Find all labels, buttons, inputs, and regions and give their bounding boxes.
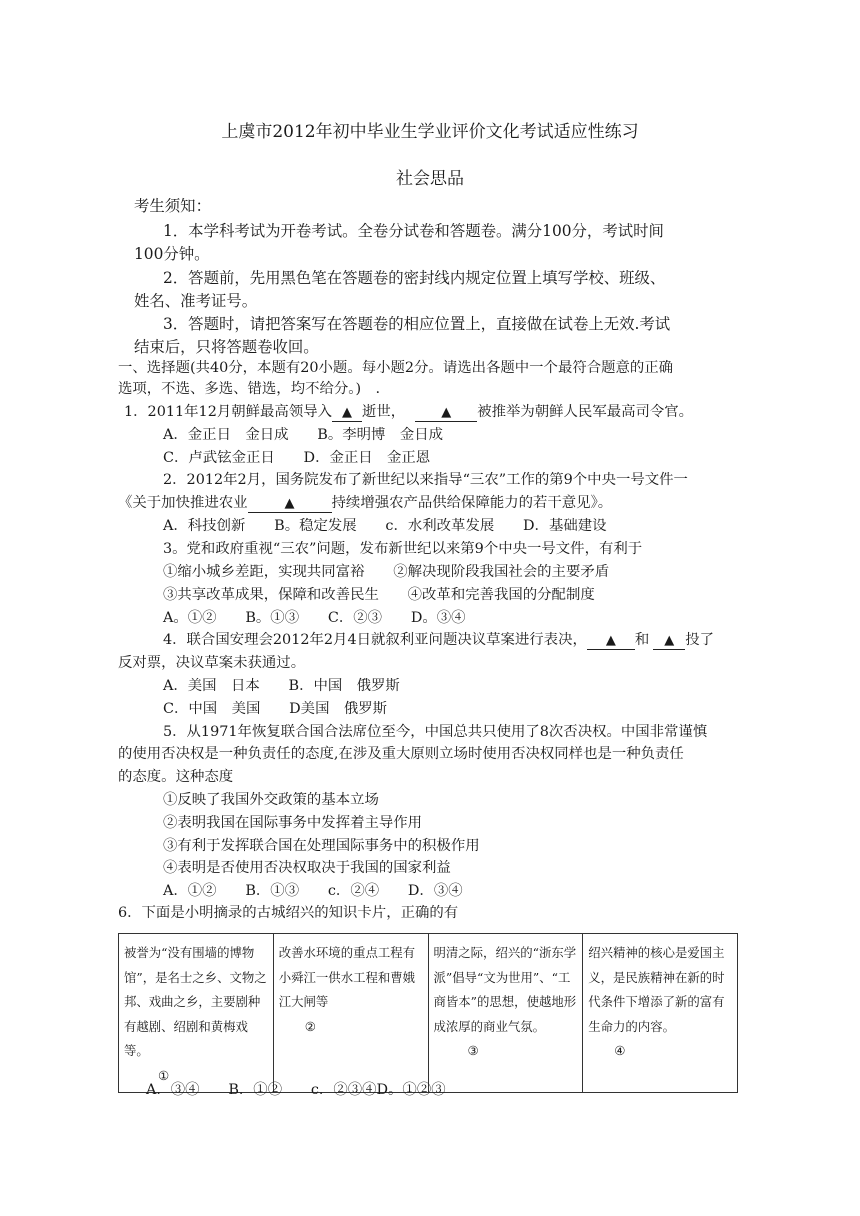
question-5-options: A．①② B．①③ c．②④ D．③④ (163, 883, 463, 899)
answer-blank: ▲ (587, 632, 635, 650)
notice-line: 姓名、准考证号。 (134, 292, 258, 310)
answer-blank: ▲ (332, 404, 362, 422)
exam-subject: 社会思品 (396, 169, 464, 189)
question-5-stem-cont: 的使用否决权是一种负责任的态度,在涉及重大原则立场时使用否决权同样也是一种负责任 (118, 746, 684, 762)
question-3-statements: ①缩小城乡差距，实现共同富裕 ②解决现阶段我国社会的主要矛盾 (163, 564, 610, 580)
question-5-stem-cont: 的态度。这种态度 (118, 769, 234, 785)
question-4-stem: 4．联合国安理会2012年2月4日就叙利亚问题决议草案进行表决， ▲ 和 ▲ 投了 (163, 632, 715, 648)
notice-line: 100分钟。 (134, 245, 210, 263)
knowledge-card: 改善水环境的重点工程有小舜江一供水工程和曹娥江大闸等 ② (273, 934, 428, 1093)
knowledge-card: 被誉为“没有围墙的博物馆”，是名士之乡、文物之邦、戏曲之乡，主要剧种有越剧、绍剧和黄梅戏等。 ① (119, 934, 274, 1093)
question-5-stem: 5．从1971年恢复联合国合法席位至今，中国总共只使用了8次否决权。中国非常谨慎 (163, 724, 708, 740)
question-6-options: A．③④ B．①② c．②③④D。①②③ (146, 1082, 446, 1098)
section-heading-cont: 选项，不选、多选、错选，均不给分。) . (118, 381, 381, 397)
question-5-statements: ④表明是否使用否决权取决于我国的国家利益 (163, 860, 451, 876)
question-5-statements: ①反映了我国外交政策的基本立场 (163, 792, 379, 808)
card-number: ④ (614, 1043, 626, 1058)
question-1-options: C．卢武铉金正日 D．金正日 金正恩 (163, 450, 431, 466)
knowledge-card: 明清之际，绍兴的“浙东学派”倡导“文为世用”、“工商皆本”的思想，使越地形成浓厚的商业气氛。 ③ (428, 934, 583, 1093)
knowledge-card: 绍兴精神的核心是爱国主义，是民族精神在新的时代条件下增添了新的富有生命力的内容。 ④ (583, 934, 738, 1093)
notice-heading: 考生须知： (134, 197, 211, 215)
section-heading: 一、选择题(共40分，本题有20小题。每小题2分。请选出各题中一个最符合题意的正确 (118, 360, 674, 376)
card-number: ① (158, 1067, 170, 1083)
card-number: ② (304, 1018, 316, 1034)
answer-blank: ▲ (653, 632, 685, 650)
question-2-stem-cont: 《关于加快推进农业 ▲ 持续增强农产品供给保障能力的若干意见》。 (118, 495, 613, 511)
notice-line: 1．本学科考试为开卷考试。全卷分试卷和答题卷。满分100分，考试时间 (163, 222, 664, 240)
question-4-options: C．中国 美国 D美国 俄罗斯 (163, 701, 388, 717)
notice-line: 3．答题时，请把答案写在答题卷的相应位置上，直接做在试卷上无效.考试 (163, 315, 671, 333)
exam-title: 上虞市2012年初中毕业生学业评价文化考试适应性练习 (221, 122, 639, 142)
card-number: ③ (467, 1043, 479, 1058)
question-6-stem: 6．下面是小明摘录的古城绍兴的知识卡片，正确的有 (118, 905, 459, 921)
question-1-options: A．金正日 金日成 B。李明博 金日成 (163, 427, 444, 443)
question-4-options: A．美国 日本 B．中国 俄罗斯 (163, 678, 400, 694)
question-4-stem-cont: 反对票，决议草案未获通过。 (118, 655, 306, 671)
question-5-statements: ③有利于发挥联合国在处理国际事务中的积极作用 (163, 838, 480, 854)
question-2-options: A．科技创新 B。稳定发展 c．水利改革发展 D．基础建设 (163, 518, 607, 534)
question-3-options: A。①② B。①③ C．②③ D。③④ (163, 610, 466, 626)
notice-line: 2．答题前，先用黑色笔在答题卷的密封线内规定位置上填写学校、班级、 (163, 269, 666, 287)
knowledge-cards-table (118, 933, 738, 1093)
question-3-stem: 3。党和政府重视“三农”问题，发布新世纪以来第9个中央一号文件，有利于 (163, 541, 643, 557)
question-1-stem: 1．2011年12月朝鲜最高领导入 ▲ 逝世， ▲ 被推举为朝鲜人民军最高司令官。 (124, 404, 694, 420)
question-3-statements: ③共享改革成果，保障和改善民生 ④改革和完善我国的分配制度 (163, 587, 595, 603)
answer-blank: ▲ (415, 404, 477, 422)
answer-blank: ▲ (248, 495, 332, 513)
question-2-stem: 2．2012年2月，国务院发布了新世纪以来指导“三农”工作的第9个中央一号文件一 (163, 472, 688, 488)
question-5-statements: ②表明我国在国际事务中发挥着主导作用 (163, 815, 423, 831)
notice-line: 结束后，只将答题卷收回。 (134, 338, 319, 356)
